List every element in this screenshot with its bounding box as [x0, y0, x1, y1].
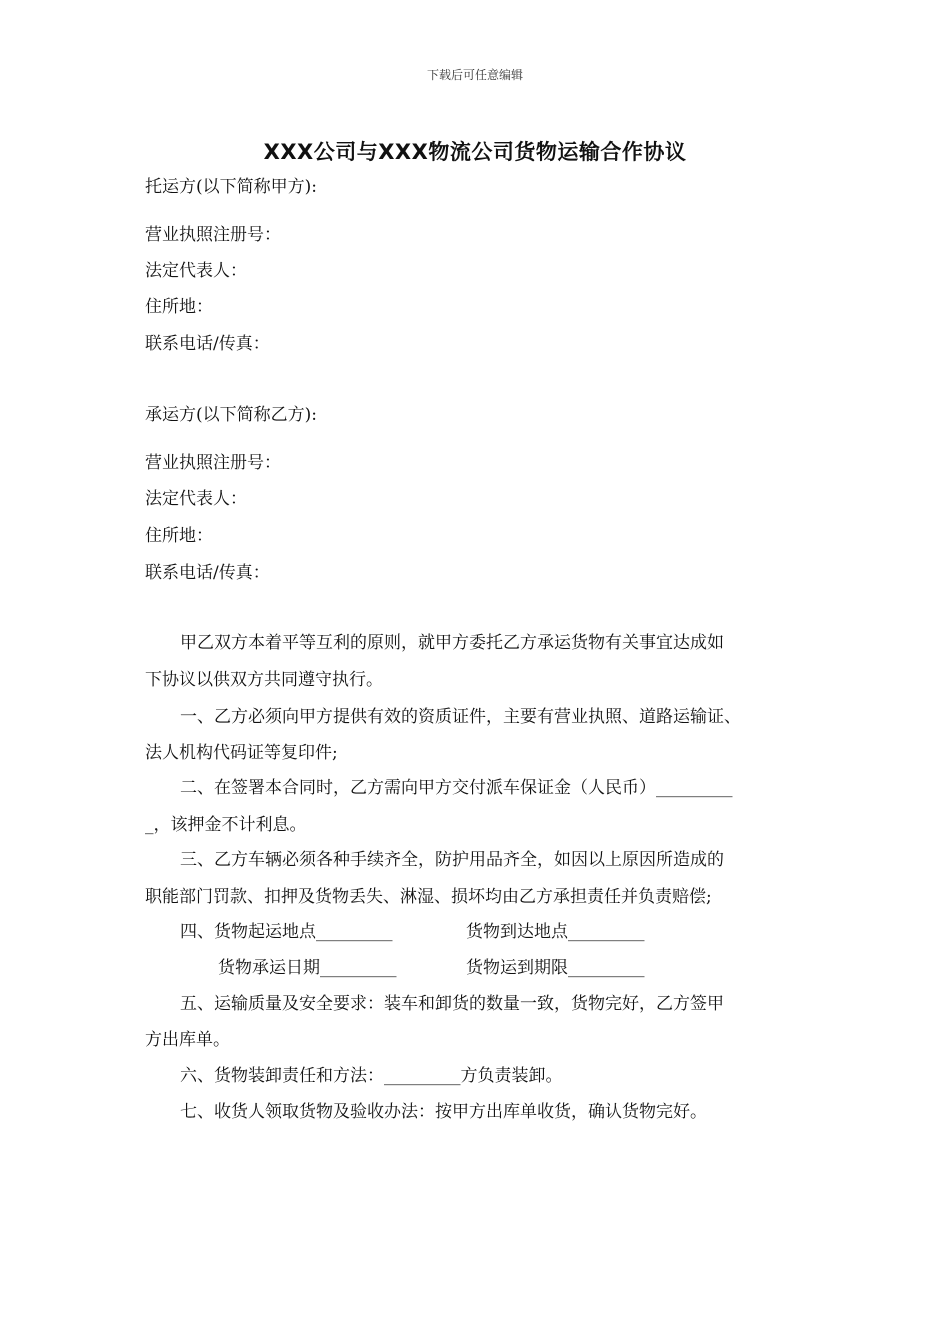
clause-2-line-2: _，该押金不计利息。	[145, 815, 307, 835]
clause-3-line-2: 职能部门罚款、扣押及货物丢失、淋湿、损坏均由乙方承担责任并负责赔偿;	[145, 887, 712, 907]
clause-4-ship-date: 货物承运日期_________	[218, 958, 397, 978]
clause-4-origin: 四、货物起运地点_________	[180, 922, 393, 942]
clause-3-line-1: 三、乙方车辆必须各种手续齐全，防护用品齐全，如因以上原因所造成的	[180, 850, 724, 870]
clause-1-line-2: 法人机构代码证等复印件;	[145, 743, 338, 763]
party-b-contact: 联系电话/传真：	[145, 563, 270, 583]
preamble-line-2: 下协议以供双方共同遵守执行。	[145, 670, 383, 690]
clause-7: 七、收货人领取货物及验收办法：按甲方出库单收货，确认货物完好。	[180, 1102, 707, 1122]
party-a-address: 住所地：	[145, 297, 213, 317]
party-b-license: 营业执照注册号：	[145, 453, 281, 473]
document-title: XXX公司与XXX物流公司货物运输合作协议	[263, 140, 687, 164]
preamble-line-1: 甲乙双方本着平等互利的原则，就甲方委托乙方承运货物有关事宜达成如	[180, 633, 724, 653]
party-b-legal-rep: 法定代表人：	[145, 489, 247, 509]
party-a-license: 营业执照注册号：	[145, 225, 281, 245]
clause-5-line-2: 方出库单。	[145, 1030, 230, 1050]
party-a-legal-rep: 法定代表人：	[145, 261, 247, 281]
party-b-heading: 承运方(以下简称乙方):	[145, 405, 317, 425]
clause-5-line-1: 五、运输质量及安全要求：装车和卸货的数量一致，货物完好，乙方签甲	[180, 994, 724, 1014]
clause-4-deadline: 货物运到期限_________	[466, 958, 645, 978]
party-b-address: 住所地：	[145, 526, 213, 546]
party-a-heading: 托运方(以下简称甲方):	[145, 177, 317, 197]
clause-2-line-1: 二、在签署本合同时，乙方需向甲方交付派车保证金（人民币）_________	[180, 778, 733, 798]
clause-6: 六、货物装卸责任和方法：_________方负责装卸。	[180, 1066, 563, 1086]
party-a-contact: 联系电话/传真：	[145, 334, 270, 354]
clause-1-line-1: 一、乙方必须向甲方提供有效的资质证件，主要有营业执照、道路运输证、	[180, 707, 741, 727]
header-note: 下载后可任意编辑	[426, 68, 523, 82]
clause-4-destination: 货物到达地点_________	[466, 922, 645, 942]
